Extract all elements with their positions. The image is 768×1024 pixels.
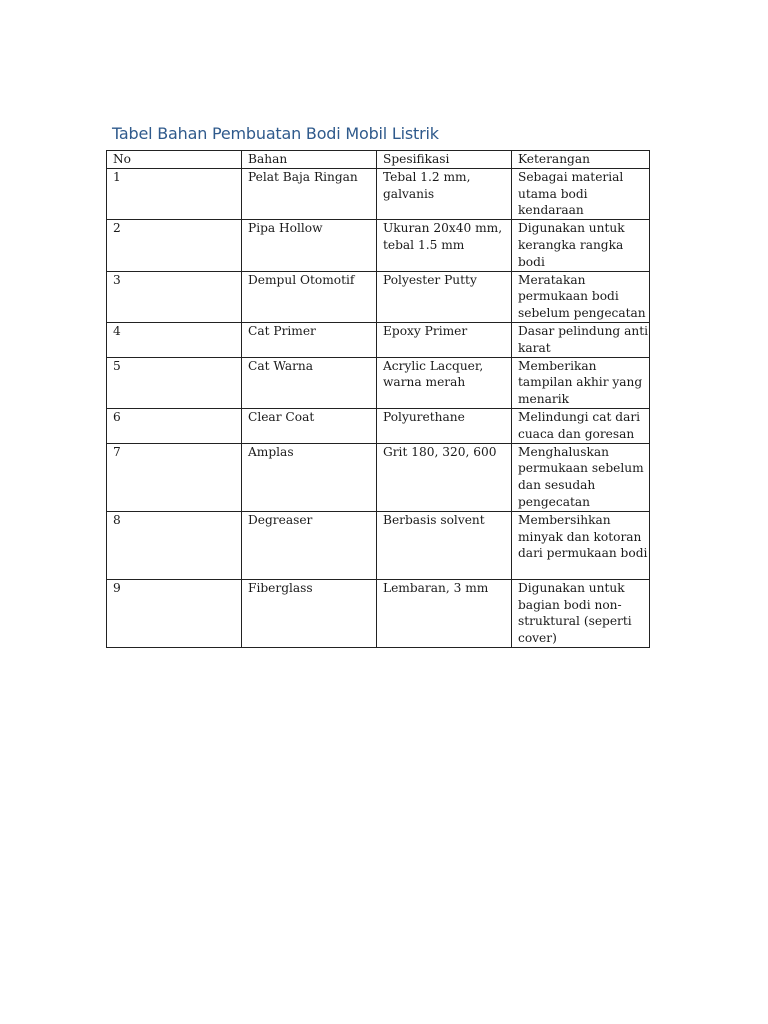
header-keterangan: Keterangan <box>512 151 650 169</box>
table-row <box>107 443 650 511</box>
cell-bahan: Degreaser <box>242 511 377 579</box>
cell-no: 2 <box>107 220 242 271</box>
cell-no: 9 <box>107 579 242 647</box>
cell-no: 8 <box>107 511 242 579</box>
cell-spesifikasi: Grit 180, 320, 600 <box>377 443 512 511</box>
cell-no: 4 <box>107 322 242 357</box>
table-row <box>107 220 650 271</box>
table-row <box>107 408 650 443</box>
table-row <box>107 168 650 219</box>
table-header-row <box>107 151 650 169</box>
cell-spesifikasi: Berbasis solvent <box>377 511 512 579</box>
header-no: No <box>107 151 242 169</box>
cell-bahan: Clear Coat <box>242 408 377 443</box>
table-row <box>107 271 650 322</box>
header-bahan: Bahan <box>242 151 377 169</box>
cell-bahan: Cat Primer <box>242 322 377 357</box>
cell-keterangan: Digunakan untuk bagian bodi non-struktural (seperti cover) <box>512 579 650 647</box>
cell-spesifikasi: Tebal 1.2 mm, galvanis <box>377 168 512 219</box>
cell-spesifikasi: Lembaran, 3 mm <box>377 579 512 647</box>
table-row <box>107 579 650 647</box>
cell-keterangan: Sebagai material utama bodi kendaraan <box>512 168 650 219</box>
cell-keterangan: Meratakan permukaan bodi sebelum pengecatan <box>512 271 650 322</box>
table-row <box>107 322 650 357</box>
cell-spesifikasi: Polyester Putty <box>377 271 512 322</box>
cell-bahan: Pipa Hollow <box>242 220 377 271</box>
cell-spesifikasi: Epoxy Primer <box>377 322 512 357</box>
cell-no: 6 <box>107 408 242 443</box>
cell-bahan: Fiberglass <box>242 579 377 647</box>
cell-no: 3 <box>107 271 242 322</box>
cell-spesifikasi: Acrylic Lacquer, warna merah <box>377 357 512 408</box>
cell-keterangan: Membersihkan minyak dan kotoran dari permukaan bodi <box>512 511 650 579</box>
cell-spesifikasi: Polyurethane <box>377 408 512 443</box>
header-spesifikasi: Spesifikasi <box>377 151 512 169</box>
table-row <box>107 511 650 579</box>
cell-bahan: Amplas <box>242 443 377 511</box>
cell-keterangan: Melindungi cat dari cuaca dan goresan <box>512 408 650 443</box>
cell-bahan: Dempul Otomotif <box>242 271 377 322</box>
cell-bahan: Pelat Baja Ringan <box>242 168 377 219</box>
cell-bahan: Cat Warna <box>242 357 377 408</box>
cell-keterangan: Dasar pelindung anti karat <box>512 322 650 357</box>
cell-spesifikasi: Ukuran 20x40 mm, tebal 1.5 mm <box>377 220 512 271</box>
table-row <box>107 357 650 408</box>
cell-keterangan: Digunakan untuk kerangka rangka bodi <box>512 220 650 271</box>
cell-keterangan: Menghaluskan permukaan sebelum dan sesudah pengecatan <box>512 443 650 511</box>
materials-table <box>106 150 650 648</box>
cell-no: 7 <box>107 443 242 511</box>
document-title: Tabel Bahan Pembuatan Bodi Mobil Listrik <box>112 124 439 143</box>
cell-no: 1 <box>107 168 242 219</box>
cell-keterangan: Memberikan tampilan akhir yang menarik <box>512 357 650 408</box>
cell-no: 5 <box>107 357 242 408</box>
